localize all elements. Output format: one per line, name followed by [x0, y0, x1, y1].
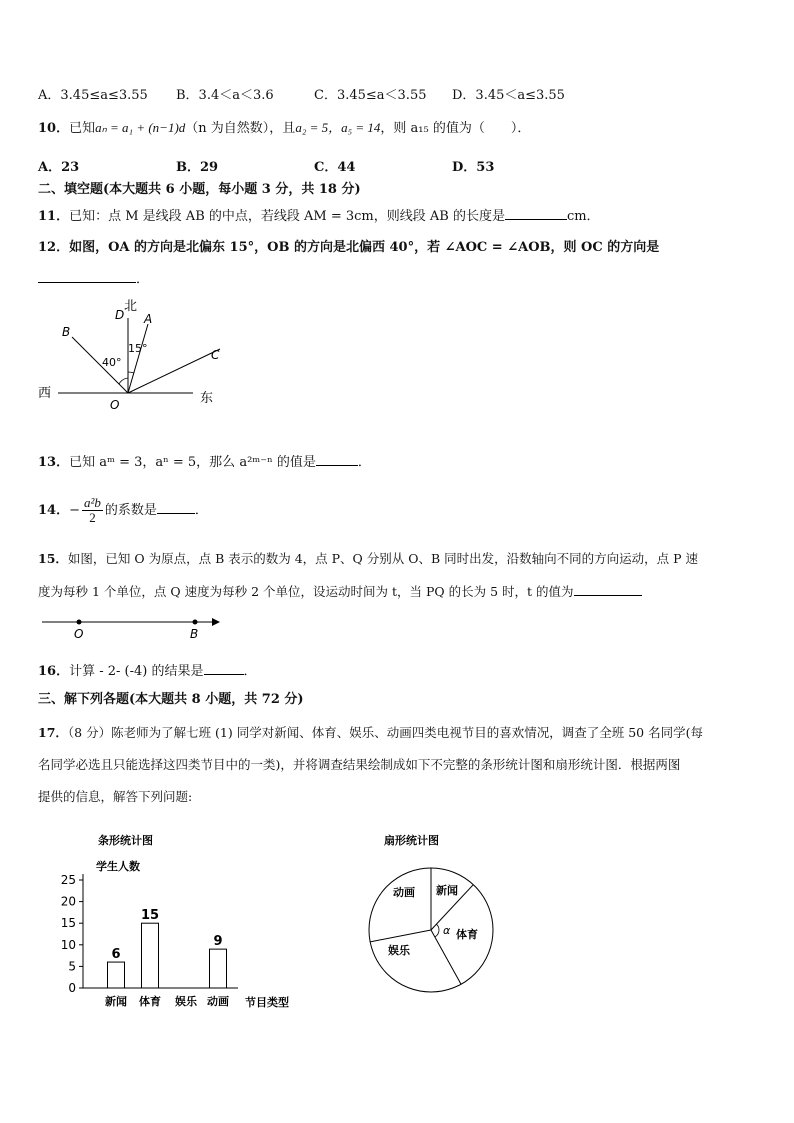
number-line-arrow: [212, 618, 220, 626]
bar-chart-title: 条形统计图: [98, 834, 153, 847]
bar-chart-ytick-label: 5: [68, 959, 76, 974]
section-2-heading: 二、填空题(本大题共 6 小题，每小题 3 分，共 18 分): [38, 182, 361, 197]
q10-ask: ，则 a₁₅ 的值为（ ）．: [380, 121, 531, 136]
q16-answer-blank[interactable]: [204, 662, 244, 675]
q11-body: 已知：点 M 是线段 AB 的中点，若线段 AM = 3cm，则线段 AB 的长度是: [69, 209, 505, 224]
q9-option-b: B．3.4＜a＜3.6: [176, 88, 274, 103]
section-3-heading: 三、解下列各题(本大题共 8 小题，共 72 分): [38, 692, 304, 707]
q12-tail: ．: [136, 272, 150, 287]
q16-text: [38, 662, 257, 681]
bar: [142, 923, 159, 988]
ray-oc: [128, 349, 220, 393]
q13-tail: ．: [357, 455, 371, 470]
bar: [210, 949, 227, 988]
bar-chart-ytick-label: 15: [60, 916, 76, 931]
q10-given: a₂ = 5，a₅ = 14: [295, 120, 381, 135]
bar-value-label: 6: [111, 947, 121, 963]
q15-number: 15．: [38, 551, 68, 566]
q15-line-2: [38, 583, 642, 601]
q13-answer-blank[interactable]: [316, 453, 358, 466]
q9-option-d: D．3.45＜a≤3.55: [452, 88, 565, 103]
alpha-label: α: [443, 924, 451, 937]
q14-tail: ．: [194, 503, 208, 518]
q14-fraction: [82, 496, 103, 525]
pie-chart: [360, 830, 510, 1000]
east-label: 东: [200, 391, 214, 406]
q14-body: 的系数是: [104, 503, 157, 518]
pie-slice-label: 新闻: [436, 884, 458, 897]
q14-numerator: a²b: [84, 495, 101, 510]
q12-text: [38, 239, 659, 257]
q10-number: 10．: [38, 121, 70, 136]
q10-condition: （n 为自然数），且: [185, 121, 296, 136]
point-o-dot: [77, 620, 82, 625]
q11-answer-blank[interactable]: [505, 207, 567, 220]
label-o: O: [110, 398, 120, 412]
label-c: C: [211, 348, 220, 362]
q16-tail: ．: [243, 664, 257, 679]
q12-number: 12．: [38, 240, 70, 255]
bar-chart-xlabel: 节目类型: [245, 996, 289, 1009]
q10-option-c: C．44: [314, 160, 356, 175]
pie-slice-label: 娱乐: [388, 944, 410, 957]
bar-value-label: 15: [140, 908, 160, 924]
q10-pre: 已知: [69, 121, 96, 136]
q12-answer-line: [38, 270, 149, 289]
bar-chart-ytick-label: 10: [60, 937, 76, 952]
q17-line-1: [38, 724, 703, 742]
label-b: B: [62, 325, 71, 339]
pie-slice-label: 体育: [456, 928, 478, 941]
angle-arc-15: [128, 372, 134, 373]
q15-text-1: 如图，已知 O 为原点，点 B 表示的数为 4，点 P、Q 分别从 O、B 同时出发，沿数轴向不同的方向运动，点 P 速: [67, 551, 699, 566]
q10-option-b: B．29: [176, 160, 219, 175]
q13-text: [38, 453, 371, 472]
q9-option-c: C．3.45≤a＜3.55: [314, 88, 427, 103]
q14-answer-blank[interactable]: [157, 501, 195, 514]
point-b-dot: [193, 620, 198, 625]
west-label: 西: [38, 386, 52, 401]
label-d: D: [115, 308, 125, 322]
q10-formula: aₙ = a₁ + (n−1)d: [95, 120, 186, 135]
point-b-label: B: [190, 627, 199, 641]
q12-body: 如图，OA 的方向是北偏东 15°，OB 的方向是北偏西 40°，若 ∠AOC = ∠AOB，则 OC 的方向是: [69, 240, 660, 255]
q13-body: 已知 aᵐ = 3，aⁿ = 5，那么 a²ᵐ⁻ⁿ 的值是: [69, 455, 316, 470]
q14-text: [38, 496, 208, 526]
bar-chart: [58, 830, 308, 1015]
ray-oa: [128, 324, 148, 393]
q16-number: 16．: [38, 664, 70, 679]
bar-chart-ytick-label: 0: [68, 981, 76, 995]
q10-text: [38, 119, 530, 138]
q17-line-3: 提供的信息，解答下列问题:: [38, 789, 193, 804]
pie-chart-title: 扇形统计图: [384, 834, 439, 847]
q12-answer-blank[interactable]: [38, 270, 136, 283]
bar-category-label: 新闻: [105, 995, 127, 1008]
bar-chart-ylabel: 学生人数: [96, 860, 140, 873]
q11-text: [38, 207, 600, 226]
q15-text-2: 度为每秒 1 个单位，点 Q 速度为每秒 2 个单位，设运动时间为 t，当 PQ 的长为 5 时，t 的值为: [38, 584, 574, 599]
q17-number: 17．: [38, 725, 68, 740]
q14-neg: −: [69, 503, 80, 518]
q14-number: 14．: [38, 503, 70, 518]
angle-arc-40: [119, 378, 128, 384]
label-a: A: [144, 312, 153, 326]
angle-40-label: 40°: [102, 356, 122, 369]
q11-unit: cm．: [566, 209, 600, 224]
bar-value-label: 9: [213, 934, 223, 950]
q9-option-a: A．3.45≤a≤3.55: [38, 88, 148, 103]
bar-category-label: 体育: [139, 995, 161, 1008]
q10-option-a: A．23: [38, 160, 80, 175]
q12-direction-figure: [30, 292, 230, 422]
pie-slice-label: 动画: [393, 886, 415, 899]
q15-answer-blank[interactable]: [574, 583, 642, 596]
bar-category-label: 娱乐: [175, 995, 197, 1008]
q17-text-1: （8 分）陈老师为了解七班 (1) 同学对新闻、体育、娱乐、动画四类电视节目的喜欢情况，调查了全班 50 名同学(每: [67, 725, 703, 740]
bar-category-label: 动画: [207, 995, 229, 1008]
angle-15-label: 15°: [128, 342, 148, 355]
q11-number: 11．: [38, 209, 70, 224]
q16-body: 计算 - 2- (-4) 的结果是: [69, 664, 204, 679]
q14-denominator: 2: [89, 510, 96, 525]
q13-number: 13．: [38, 455, 70, 470]
q10-option-d: D．53: [452, 160, 495, 175]
q15-line-1: [38, 550, 698, 568]
bar-chart-ytick-label: 25: [60, 873, 76, 887]
bar-chart-ytick-label: 20: [60, 894, 76, 909]
q17-line-2: 名同学必选且只能选择这四类节目中的一类)，并将调查结果绘制成如下不完整的条形统计图和扇形统计图．根据两图: [38, 757, 681, 772]
bar: [108, 962, 125, 988]
north-label: 北: [124, 299, 138, 314]
point-o-label: O: [74, 627, 84, 641]
q15-number-line: [38, 612, 228, 642]
